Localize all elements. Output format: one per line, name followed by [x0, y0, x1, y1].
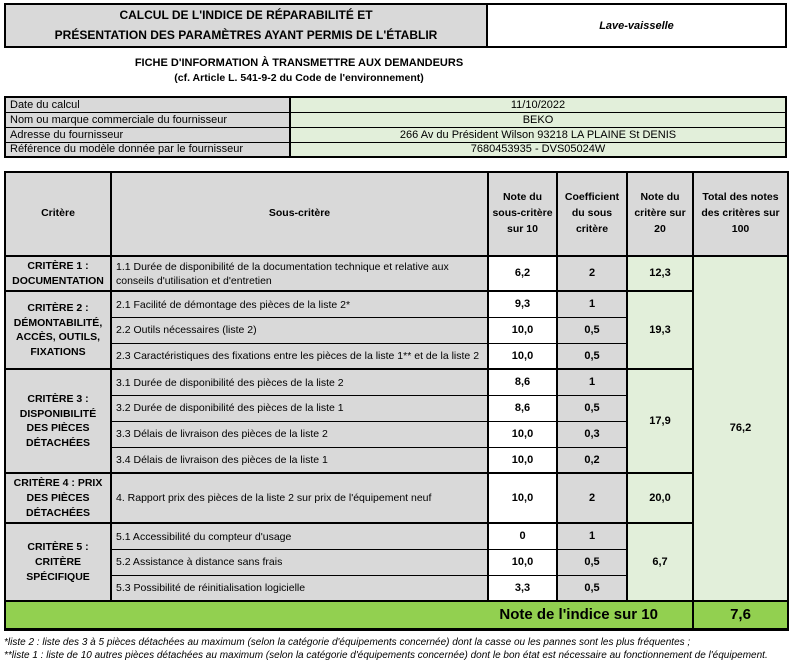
total-score100-cell: 76,2	[693, 256, 788, 601]
coefficient-cell: 1	[557, 291, 627, 317]
subcriterion-cell: 3.4 Délais de livraison des pièces de la liste 1	[111, 447, 488, 473]
info-table-body	[5, 97, 786, 157]
info-row-value: 7680453935 - DVS05024W	[290, 142, 786, 157]
criterion-cell: CRITÈRE 5 : CRITÈRE SPÉCIFIQUE	[5, 523, 111, 601]
supplier-info-table	[4, 96, 787, 158]
criterion-cell: CRITÈRE 3 : DISPONIBILITÉ DES PIÈCES DÉTACHÉES	[5, 369, 111, 473]
subcriterion-score-cell: 10,0	[488, 473, 557, 523]
criterion-score20-cell: 17,9	[627, 369, 693, 473]
col-header-score10: Note du sous-critère sur 10	[488, 172, 557, 256]
subcriterion-score-cell: 10,0	[488, 421, 557, 447]
coefficient-cell: 0,5	[557, 317, 627, 343]
document-title-line2: PRÉSENTATION DES PARAMÈTRES AYANT PERMIS DE L'ÉTABLIR	[54, 27, 438, 42]
subcriterion-cell: 4. Rapport prix des pièces de la liste 2 sur prix de l'équipement neuf	[111, 473, 488, 523]
coefficient-cell: 0,5	[557, 343, 627, 369]
subcriterion-score-cell: 6,2	[488, 256, 557, 291]
col-header-score20: Note du critère sur 20	[627, 172, 693, 256]
subtitle-line2: (cf. Article L. 541-9-2 du Code de l'environnement)	[174, 72, 424, 84]
document-title	[4, 3, 488, 48]
coefficient-cell: 0,3	[557, 421, 627, 447]
product-category-label: Lave-vaisselle	[599, 19, 674, 32]
coefficient-cell: 0,2	[557, 447, 627, 473]
subcriterion-cell: 2.3 Caractéristiques des fixations entre les pièces de la liste 1** et de la liste 2	[111, 343, 488, 369]
col-header-criterion: Critère	[5, 172, 111, 256]
index-row-body	[5, 601, 788, 629]
info-row-label: Date du calcul	[5, 97, 290, 112]
header	[4, 3, 787, 48]
subcriterion-score-cell: 8,6	[488, 369, 557, 395]
criterion-cell: CRITÈRE 1 : DOCUMENTATION	[5, 256, 111, 291]
coefficient-cell: 1	[557, 369, 627, 395]
footnote-liste2: *liste 2 : liste des 3 à 5 pièces détachées au maximum (selon la catégorie d'équipements concernée) dont la casse ou les pannes sont les plus fréquentes ;	[4, 636, 691, 648]
subtitle-line1: FICHE D'INFORMATION À TRANSMETTRE AUX DEMANDEURS	[134, 57, 464, 69]
subcriterion-cell: 5.2 Assistance à distance sans frais	[111, 549, 488, 575]
subcriterion-cell: 5.3 Possibilité de réinitialisation logicielle	[111, 575, 488, 601]
footnote-liste1: **liste 1 : liste de 10 autres pièces détachées au maximum (selon la catégorie d'équipements concernée) dont le bon état est nécessaire au fonctionnement de l'équipement.	[4, 650, 768, 662]
coefficient-cell: 2	[557, 473, 627, 523]
criteria-row	[5, 369, 788, 395]
subcriterion-cell: 5.1 Accessibilité du compteur d'usage	[111, 523, 488, 549]
index-row	[5, 601, 788, 629]
col-header-subcriterion: Sous-critère	[111, 172, 488, 256]
info-row-value: 266 Av du Président Wilson 93218 LA PLAINE St DENIS	[290, 127, 786, 142]
col-header-total: Total des notes des critères sur 100	[693, 172, 788, 256]
criterion-cell: CRITÈRE 4 : PRIX DES PIÈCES DÉTACHÉES	[5, 473, 111, 523]
subcriterion-cell: 1.1 Durée de disponibilité de la documentation technique et relative aux conseils d'utilisation et d'entretien	[111, 256, 488, 291]
subcriterion-score-cell: 0	[488, 523, 557, 549]
info-row-label: Référence du modèle donnée par le fournisseur	[5, 142, 290, 157]
coefficient-cell: 0,5	[557, 395, 627, 421]
col-header-coefficient: Coefficient du sous critère	[557, 172, 627, 256]
info-row	[5, 127, 786, 142]
footnotes	[4, 636, 787, 663]
info-row-value: BEKO	[290, 112, 786, 127]
criterion-cell: CRITÈRE 2 : DÉMONTABILITÉ, ACCÈS, OUTILS, FIXATIONS	[5, 291, 111, 369]
subcriterion-score-cell: 3,3	[488, 575, 557, 601]
subtitle	[4, 57, 594, 84]
subcriterion-cell: 2.1 Facilité de démontage des pièces de la liste 2*	[111, 291, 488, 317]
index-score-value: 7,6	[693, 601, 788, 629]
info-row	[5, 142, 786, 157]
subcriterion-cell: 3.1 Durée de disponibilité des pièces de la liste 2	[111, 369, 488, 395]
subcriterion-cell: 3.2 Durée de disponibilité des pièces de la liste 1	[111, 395, 488, 421]
criteria-row	[5, 523, 788, 549]
criterion-score20-cell: 20,0	[627, 473, 693, 523]
coefficient-cell: 0,5	[557, 575, 627, 601]
subcriterion-cell: 2.2 Outils nécessaires (liste 2)	[111, 317, 488, 343]
subcriterion-score-cell: 9,3	[488, 291, 557, 317]
subcriterion-score-cell: 10,0	[488, 447, 557, 473]
criterion-score20-cell: 6,7	[627, 523, 693, 601]
info-row-label: Nom ou marque commerciale du fournisseur	[5, 112, 290, 127]
criteria-row	[5, 473, 788, 523]
criteria-table	[4, 171, 789, 631]
subcriterion-cell: 3.3 Délais de livraison des pièces de la liste 2	[111, 421, 488, 447]
subcriterion-score-cell: 8,6	[488, 395, 557, 421]
subcriterion-score-cell: 10,0	[488, 343, 557, 369]
criteria-header-row	[5, 172, 788, 256]
document-title-line1: CALCUL DE L'INDICE DE RÉPARABILITÉ ET	[119, 8, 373, 23]
product-category-box	[488, 3, 787, 48]
criteria-table-body	[5, 256, 788, 601]
coefficient-cell: 1	[557, 523, 627, 549]
criteria-row	[5, 256, 788, 291]
coefficient-cell: 2	[557, 256, 627, 291]
info-row	[5, 97, 786, 112]
criterion-score20-cell: 19,3	[627, 291, 693, 369]
subcriterion-score-cell: 10,0	[488, 317, 557, 343]
info-row-value: 11/10/2022	[290, 97, 786, 112]
coefficient-cell: 0,5	[557, 549, 627, 575]
criteria-table-head	[5, 172, 788, 256]
info-row	[5, 112, 786, 127]
index-score-label: Note de l'indice sur 10	[5, 601, 693, 629]
criterion-score20-cell: 12,3	[627, 256, 693, 291]
criteria-row	[5, 291, 788, 317]
info-row-label: Adresse du fournisseur	[5, 127, 290, 142]
subcriterion-score-cell: 10,0	[488, 549, 557, 575]
